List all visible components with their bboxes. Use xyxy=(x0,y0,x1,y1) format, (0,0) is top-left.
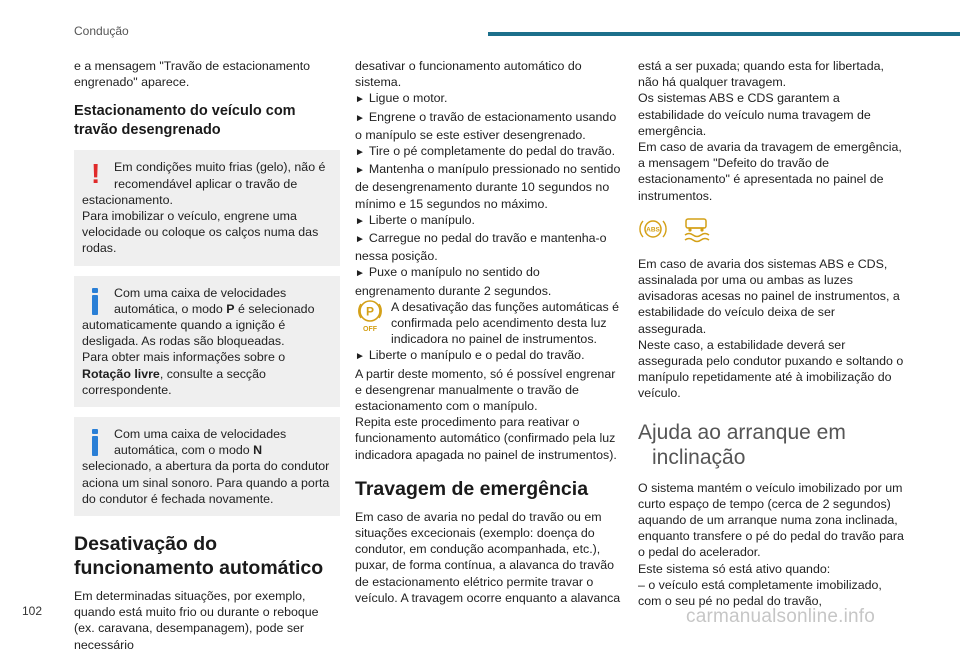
page-number: 102 xyxy=(22,604,43,618)
info1-text: Com uma caixa de velocidades automática, o modo P é selecionado automaticamente quando a ignição é desligada. As rodas são bloqueadas. xyxy=(82,285,315,349)
warning-icon: ! xyxy=(91,158,101,190)
warning-text-2: Para imobilizar o veículo, engrene uma velocidade ou coloque os calços numa das rodas. xyxy=(82,209,319,256)
step: ► Mantenha o manípulo pressionado no sentido de desengrenamento durante 10 segundos no mínimo e 15 segundos no máximo. xyxy=(355,162,621,211)
step: ► Carregue no pedal do travão e mantenha-o nessa posição. xyxy=(355,231,607,264)
stability-warning-icon xyxy=(679,216,713,244)
step: ► Engrene o travão de estacionamento usando o manípulo se este estiver desengrenado. xyxy=(355,109,617,142)
heading-hill-start: Ajuda ao arranque em inclinação xyxy=(638,420,846,469)
hill-active-text: Este sistema só está ativo quando: xyxy=(638,561,831,576)
column-2 xyxy=(355,58,623,606)
info2-text: Com uma caixa de velocidades automática, com o modo N selecionado, a abertura da porta do condutor aciona um sinal sonoro. Para quando a porta do condutor é fechada novamente. xyxy=(82,427,330,506)
section-title: Condução xyxy=(74,24,129,38)
heading-emergency: Travagem de emergência xyxy=(355,477,589,500)
repeat-text: Repita este procedimento para reativar o funcionamento automático (confirmado pela luz indicadora apagada no painel de instrumentos). xyxy=(355,415,617,462)
p-off-letter: P xyxy=(365,304,375,319)
heading-parking: Estacionamento do veículo com travão desengrenado xyxy=(74,103,296,139)
emergency-text: Em caso de avaria no pedal do travão ou em situações excecionais (exemplo: doença do condutor, em condução acompanhada, etc.), puxar, de forma contínua, a alavanca do travão de estacionamento elétrico permite travar o veículo. A travagem ocorre enquanto a alavanca xyxy=(355,509,621,605)
confirm-text: A desativação das funções automáticas é confirmada pelo acendimento desta luz indicadora no painel de instrumentos. xyxy=(391,299,619,347)
step: ► Ligue o motor. xyxy=(355,91,448,106)
abs-cds-text: Os sistemas ABS e CDS garantem a estabilidade do veículo numa travagem de emergência. xyxy=(638,91,871,138)
step: ► Tire o pé completamente do pedal do travão. xyxy=(355,144,616,159)
p-off-indicator-icon xyxy=(355,299,387,333)
info-box-2 xyxy=(74,417,340,516)
abs-cds-failure-text: Em caso de avaria dos sistemas ABS e CDS, assinalada por uma ou ambas as luzes avisadoras acesas no painel de instrumentos, a estabilidade do veículo deixa de ser assegurada. xyxy=(638,256,900,336)
step: ► Liberte o manípulo. xyxy=(355,212,475,227)
deactivation-text: Em determinadas situações, por exemplo, quando está muito frio ou durante o reboque (ex. caravana, desempanagem), pode ser necessário xyxy=(74,589,319,652)
deact-continued: desativar o funcionamento automático do sistema. xyxy=(355,59,582,90)
column-1 xyxy=(74,58,340,653)
step-list xyxy=(355,90,623,298)
confirm-block xyxy=(355,299,623,348)
hill-condition: – o veículo está completamente imobilizado, com o seu pé no pedal do travão, xyxy=(638,577,882,609)
p-off-label: OFF xyxy=(363,325,377,333)
abs-warning-icon xyxy=(638,216,668,242)
step: ► Puxe o manípulo no sentido do engrenamento durante 2 segundos. xyxy=(355,265,552,298)
step: ► Liberte o manípulo e o pedal do travão. xyxy=(355,348,585,363)
warning-lamps xyxy=(638,216,906,244)
header-accent-bar xyxy=(488,32,960,36)
column-3 xyxy=(638,58,906,609)
info-box-1 xyxy=(74,276,340,407)
watermark: carmanualsonline.info xyxy=(686,606,876,627)
info-icon xyxy=(92,288,98,315)
warning-text: Em condições muito frias (gelo), não é recomendável aplicar o travão de estacionamento. xyxy=(82,160,326,207)
info1-text-2: Para obter mais informações sobre o Rotação livre, consulte a secção correspondente. xyxy=(82,350,286,397)
heading-deactivation: Desativação do funcionamento automático xyxy=(74,533,324,580)
hill-start-text: O sistema mantém o veículo imobilizado por um curto espaço de tempo (cerca de 2 segundos) aquando de um arranque numa zona inclinada, enquanto transfere o pé do pedal do travão para o pedal do acelerador. xyxy=(638,480,904,560)
stability-text: Neste caso, a estabilidade deverá ser assegurada pelo condutor puxando e soltando o manípulo repetidamente até à imobilização do veículo. xyxy=(638,337,904,401)
warning-box xyxy=(74,150,340,265)
failure-text: Em caso de avaria da travagem de emergência, a mensagem "Defeito do travão de estacionamento" é apresentada no painel de instrumentos. xyxy=(638,140,902,203)
intro-text: e a mensagem "Travão de estacionamento engrenado" aparece. xyxy=(74,59,311,90)
abs-label: ABS xyxy=(646,226,660,234)
manual-text: A partir deste momento, só é possível engrenar e desengrenar manualmente o travão de estacionamento com o manípulo. xyxy=(355,366,616,414)
emerg-continued: está a ser puxada; quando esta for libertada, não há qualquer travagem. xyxy=(638,59,884,90)
info-icon xyxy=(92,429,98,456)
